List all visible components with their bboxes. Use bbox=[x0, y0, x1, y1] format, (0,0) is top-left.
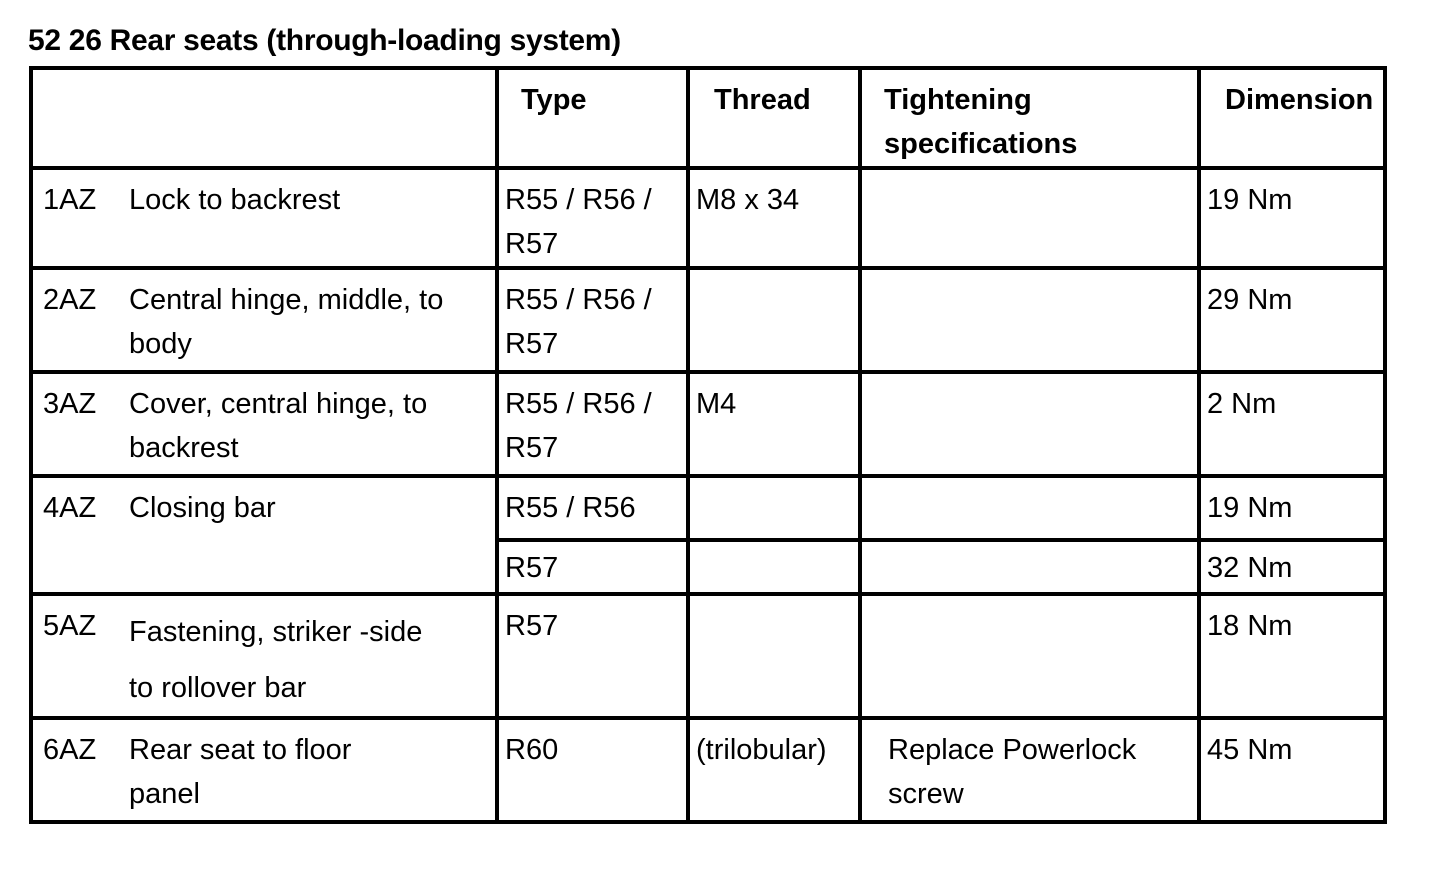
row-id: 6AZ bbox=[43, 734, 97, 766]
row-thread: M4 bbox=[688, 372, 860, 476]
row-id: 1AZ bbox=[43, 184, 97, 216]
row-tightening bbox=[860, 594, 1199, 718]
table-row bbox=[31, 168, 1385, 268]
row-type: R55 / R56 / R57 bbox=[497, 372, 688, 476]
row-tightening bbox=[860, 168, 1199, 268]
row-label: Rear seat to floor panel bbox=[129, 734, 352, 810]
row-label: Cover, central hinge, to backrest bbox=[129, 388, 428, 464]
header-empty bbox=[31, 68, 497, 168]
tightening-spec-table bbox=[29, 66, 1387, 824]
row-type: R55 / R56 / R57 bbox=[497, 168, 688, 268]
row-dimension: 29 Nm bbox=[1199, 268, 1385, 372]
row-thread bbox=[688, 268, 860, 372]
row-item-cell bbox=[31, 718, 497, 822]
row-dimension: 19 Nm bbox=[1199, 476, 1385, 540]
row-label: Fastening, striker -side to rollover bar bbox=[129, 616, 423, 704]
row-dimension: 18 Nm bbox=[1199, 594, 1385, 718]
row-item-cell bbox=[31, 268, 497, 372]
row-item-cell bbox=[31, 168, 497, 268]
row-type: R55 / R56 / R57 bbox=[497, 268, 688, 372]
row-label: Closing bar bbox=[129, 492, 276, 524]
row-tightening bbox=[860, 540, 1199, 594]
row-tightening bbox=[860, 268, 1199, 372]
row-type: R55 / R56 bbox=[497, 476, 688, 540]
header-thread: Thread bbox=[688, 68, 860, 168]
row-id: 2AZ bbox=[43, 284, 97, 316]
table-row bbox=[31, 594, 1385, 718]
row-item-cell bbox=[31, 372, 497, 476]
table-row bbox=[31, 268, 1385, 372]
row-label: Lock to backrest bbox=[129, 184, 341, 216]
row-id: 4AZ bbox=[43, 492, 97, 524]
page-title: 52 26 Rear seats (through-loading system) bbox=[28, 24, 621, 57]
header-dimension: Dimension bbox=[1199, 68, 1385, 168]
row-tightening bbox=[860, 476, 1199, 540]
row-thread: M8 x 34 bbox=[688, 168, 860, 268]
table-row bbox=[31, 718, 1385, 822]
row-type: R60 bbox=[497, 718, 688, 822]
row-thread: (trilobular) bbox=[688, 718, 860, 822]
row-dimension: 32 Nm bbox=[1199, 540, 1385, 594]
row-id: 5AZ bbox=[43, 610, 97, 642]
row-type: R57 bbox=[497, 540, 688, 594]
row-dimension: 45 Nm bbox=[1199, 718, 1385, 822]
row-dimension: 19 Nm bbox=[1199, 168, 1385, 268]
row-thread bbox=[688, 476, 860, 540]
row-tightening bbox=[860, 372, 1199, 476]
row-thread bbox=[688, 594, 860, 718]
row-item-cell bbox=[31, 476, 497, 594]
table-row bbox=[31, 372, 1385, 476]
row-type: R57 bbox=[497, 594, 688, 718]
header-type: Type bbox=[497, 68, 688, 168]
row-dimension: 2 Nm bbox=[1199, 372, 1385, 476]
row-id: 3AZ bbox=[43, 388, 97, 420]
table-row bbox=[31, 476, 1385, 540]
row-tightening: Replace Powerlock screw bbox=[860, 718, 1199, 822]
row-label: Central hinge, middle, to body bbox=[129, 284, 444, 360]
header-tightening: Tightening specifications bbox=[860, 68, 1199, 168]
table-header-row bbox=[31, 68, 1385, 168]
row-thread bbox=[688, 540, 860, 594]
row-item-cell bbox=[31, 594, 497, 718]
